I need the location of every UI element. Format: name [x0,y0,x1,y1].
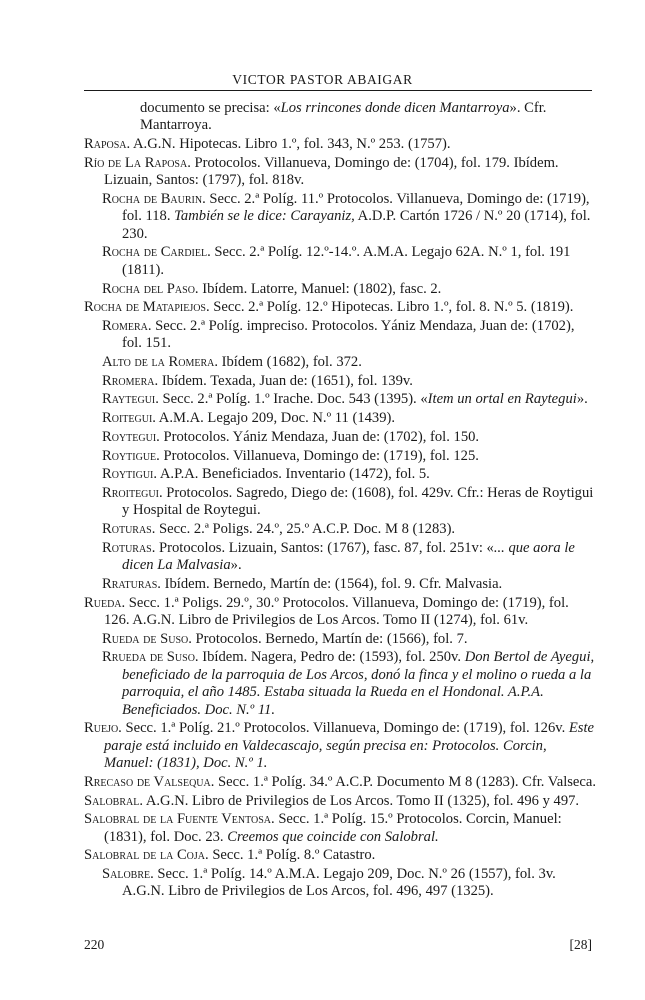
toponym-entry [84,576,596,593]
toponym-head: Rueda de Suso. [102,630,192,647]
header-rule [84,90,592,91]
entry-text: Secc. 2.ª Políg. 12.º-14.º. A.M.A. Legajo 62A. N.º 1, fol. 191 (1811). [122,244,571,278]
entry-text: A.D.P. Cartón 1726 / N.º 20 (1714), fol. 230. [122,208,591,242]
toponym-head: Roytigui. [102,466,158,483]
folio-number: [28] [569,937,592,952]
entry-text: A.M.A. Legajo 209, Doc. N.º 11 (1439). [155,410,396,427]
entry-text: Secc. 1.ª Políg. 15.º Protocolos. Corcin, Manuel: (1831), fol. Doc. 23. [104,811,562,845]
entry-text: A.G.N. Libro de Privilegios de Los Arcos. Tomo II (1325), fol. 496 y 497. [143,792,580,809]
toponym-entry [84,191,596,243]
toponym-head: Rueda. [84,594,126,611]
entry-note-italic: Item un ortal en Raytegui [427,391,577,408]
toponym-head: Rroitegui. [102,484,163,501]
entry-text: Ibídem (1682), fol. 372. [217,354,362,371]
toponym-entry [84,429,596,446]
entry-text: Secc. 2.ª Políg. 1.º Irache. Doc. 543 (1395). « [158,391,428,408]
toponym-entry [84,410,596,427]
toponym-entry [84,847,596,864]
toponym-entry [84,595,596,630]
toponym-head: Raytegui. [102,391,159,408]
entry-text: Secc. 1.ª Poligs. 29.º, 30.º Protocolos. Villanueva, Domingo de: (1719), fol. 126. A.G.N. Libro de Privilegios de Los Arcos. Tomo II (1274), fol. 61v. [104,594,569,629]
toponym-head: Alto de la Romera. [102,354,218,371]
toponym-entry [84,793,596,810]
entry-text: documento se precisa: « [140,100,281,116]
entry-text: Protocolos. Bernedo, Martín de: (1566), fol. 7. [191,630,468,647]
toponym-head: Raposa. [84,136,131,153]
entry-note-italic: También se le dice: Carayaniz, [174,208,355,225]
toponym-entry [84,373,596,390]
entry-text: Secc. 1.ª Políg. 8.º Catastro. [208,847,376,864]
toponym-head: Ruejo. [84,720,122,737]
toponym-entry [84,774,596,791]
toponym-entry [84,811,596,846]
entry-text: Secc. 1.ª Políg. 14.º A.M.A. Legajo 209, Doc. N.º 26 (1557), fol. 3v. A.G.N. Libro de Privilegios de Los Arcos, fol. 496, 497 (1325). [122,866,556,900]
entry-note-italic: Creemos que coincide con Salobral. [227,828,439,845]
toponym-entry [84,631,596,648]
toponym-entry [84,100,596,135]
toponym-entry [84,649,596,719]
toponym-entry [84,299,596,316]
entry-text: Secc. 2.ª Políg. 11.º Protocolos. Villanueva, Domingo de: (1719), fol. 118. [122,190,590,225]
entry-text: A.G.N. Hipotecas. Libro 1.º, fol. 343, N.º 253. (1757). [130,136,451,153]
toponym-head: Rocha de Matapiejos. [84,299,210,316]
entry-text: Ibídem. Texada, Juan de: (1651), fol. 139v. [158,372,413,389]
entry-text: A.P.A. Beneficiados. Inventario (1472), fol. 5. [157,466,430,483]
entry-note-italic: Los rrincones donde dicen Mantarroya [280,100,510,116]
toponym-head: Río de La Raposa. [84,154,191,171]
entry-text: Secc. 2.ª Políg. 12.º Hipotecas. Libro 1.º, fol. 8. N.º 5. (1819). [209,299,574,316]
entry-note-italic: Este paraje está incluido en Valdecascajo, según precisa en: Protocolos. Corcin, Manuel: (1831), Doc. N.º 1. [104,720,595,772]
toponym-head: Salobral. [84,792,143,809]
entry-text: Protocolos. Yániz Mendaza, Juan de: (1702), fol. 150. [159,428,480,445]
entry-note-italic: Don Bertol de Ayegui, beneficiado de la parroquia de Los Arcos, donó la finca y el molino o rueda a la parroquia, el año 1485. Estaba situada la Rueda en el Hondonal. A.P.A. Beneficiados. Doc. N.º 11. [122,649,595,718]
toponym-head: Romera. [102,317,152,334]
toponym-head: Roturas. [102,539,156,556]
toponym-head: Salobre. [102,866,154,883]
toponym-entry [84,540,596,575]
entries-list [84,100,596,902]
toponym-head: Roturas. [102,521,156,538]
toponym-entry [84,448,596,465]
toponym-entry [84,281,596,298]
entry-note-italic: ... que aora le dicen La Malvasia [122,539,575,574]
toponym-head: Rromera. [102,372,159,389]
toponym-entry [84,136,596,153]
entry-text: ». Cfr. Mantarroya. [140,100,547,134]
toponym-head: Roitegui. [102,410,156,427]
running-head: VICTOR PASTOR ABAIGAR [232,72,413,87]
toponym-entry [84,155,596,190]
entry-text: Secc. 1.ª Políg. 34.º A.C.P. Documento M 8 (1283). Cfr. Valseca. [214,773,597,790]
toponym-entry [84,318,596,353]
entry-text: Ibídem. Latorre, Manuel: (1802), fasc. 2. [198,280,442,297]
toponym-head: Roytigue. [102,447,160,464]
toponym-head: Salobral de la Coja. [84,847,209,864]
entry-text: Protocolos. Villanueva, Domingo de: (1719), fol. 125. [159,447,479,464]
toponym-entry [84,720,596,772]
toponym-entry [84,521,596,538]
entry-text: Protocolos. Sagredo, Diego de: (1608), fol. 429v. Cfr.: Heras de Roytigui y Hospital de Roytegui. [122,484,594,519]
toponym-head: Rrecaso de Valsequa. [84,773,215,790]
toponym-head: Rraturas. [102,575,161,592]
toponym-head: Rocha de Baurin. [102,190,206,207]
entry-text: Protocolos. Villanueva, Domingo de: (1704), fol. 179. Ibídem. Lizuain, Santos: (1797), fol. 818v. [104,154,559,189]
toponym-head: Salobral de la Fuente Ventosa. [84,811,275,828]
entry-text: Secc. 1.ª Políg. 21.º Protocolos. Villanueva, Domingo de: (1719), fol. 126v. [121,720,569,737]
toponym-entry [84,354,596,371]
entry-text: Ibídem. Nagera, Pedro de: (1593), fol. 250v. [198,649,465,666]
entry-text: Protocolos. Lizuain, Santos: (1767), fasc. 87, fol. 251v: « [155,539,494,556]
toponym-head: Rocha del Paso. [102,280,199,297]
entry-text: Secc. 2.ª Políg. impreciso. Protocolos. Yániz Mendaza, Juan de: (1702), fol. 151. [122,317,575,352]
toponym-entry [84,485,596,520]
page-number: 220 [84,937,105,952]
entry-text: ». [230,557,242,574]
entry-text: ». [576,391,588,408]
toponym-head: Roytegui. [102,428,160,445]
toponym-entry [84,466,596,483]
toponym-entry [84,391,596,408]
toponym-head: Rrueda de Suso. [102,649,199,666]
toponym-entry [84,866,596,901]
toponym-entry [84,244,596,279]
entry-text: Secc. 2.ª Poligs. 24.º, 25.º A.C.P. Doc. M 8 (1283). [155,521,456,538]
entry-text: Ibídem. Bernedo, Martín de: (1564), fol. 9. Cfr. Malvasia. [160,575,503,592]
toponym-head: Rocha de Cardiel. [102,244,211,261]
